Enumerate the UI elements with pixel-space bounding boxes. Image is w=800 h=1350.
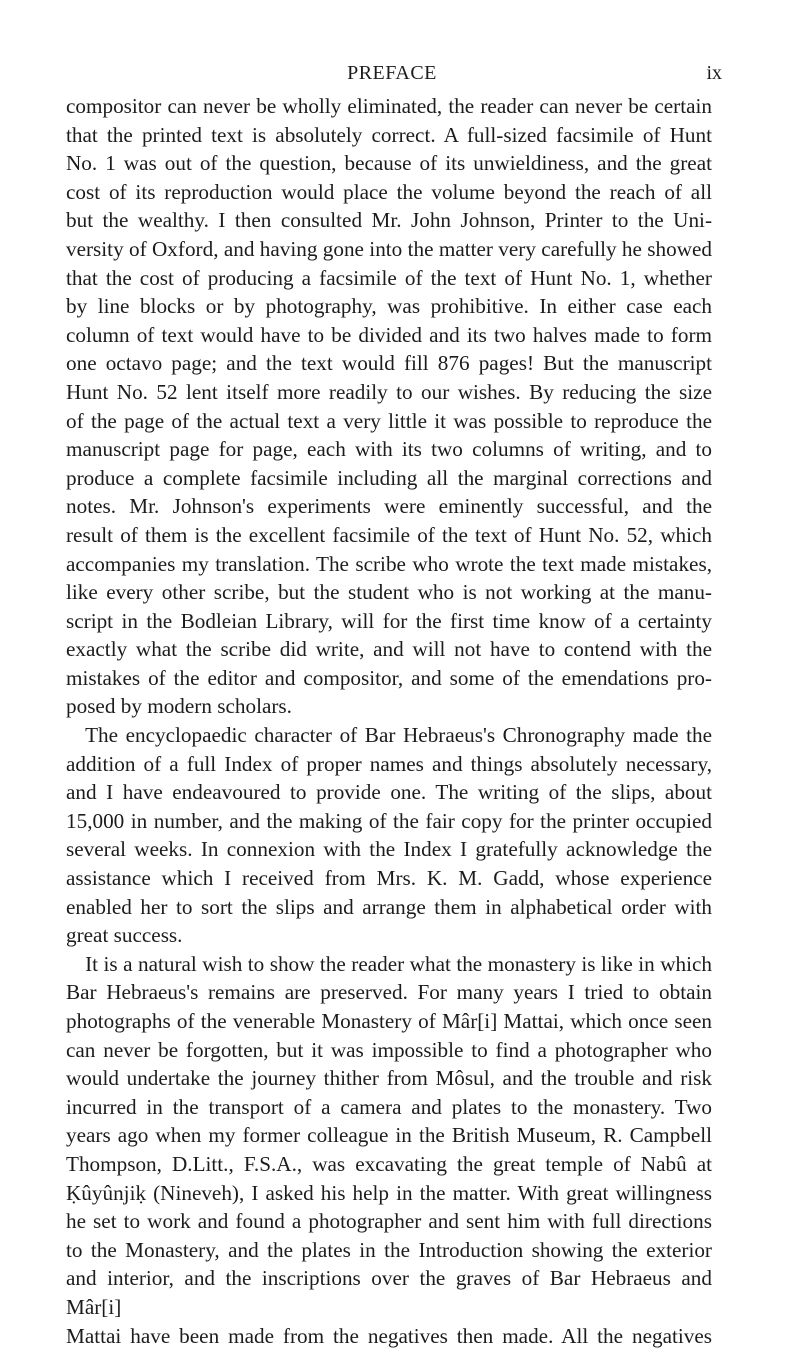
text-line: Bar Hebraeus's remains are preserved. For many years I tried to obtain: [66, 980, 712, 1005]
text-line: can never be forgotten, but it was impossible to find a photographer who: [66, 1037, 712, 1062]
text-line: like every other scribe, but the student who is not working at the manu-: [66, 580, 712, 605]
text-line: addition of a full Index of proper names and things absolutely necessary,: [66, 751, 712, 776]
running-title: PREFACE: [347, 62, 437, 84]
text-line: photographs of the venerable Monastery of Mâr[i] Mattai, which once seen: [66, 1009, 712, 1033]
text-line: cost of its reproduction would place the volume beyond the reach of all: [66, 179, 712, 204]
text-line: produce a complete facsimile including all the marginal corrections and: [66, 465, 712, 490]
text-line: and interior, and the inscriptions over the graves of Bar Hebraeus and Mâr[i]: [66, 1266, 712, 1319]
text-line: result of them is the excellent facsimile of the text of Hunt No. 52, which: [66, 522, 712, 547]
text-line: No. 1 was out of the question, because of its unwieldiness, and the great: [66, 151, 712, 176]
text-line: to the Monastery, and the plates in the Introduction showing the exterior: [66, 1237, 712, 1262]
text-line: versity of Oxford, and having gone into the matter very carefully he showed: [66, 236, 712, 261]
text-line: It is a natural wish to show the reader what the monastery is like in which: [85, 951, 712, 976]
text-line: Hunt No. 52 lent itself more readily to our wishes. By reducing the size: [66, 379, 712, 404]
text-line: great success.: [66, 923, 183, 948]
text-line: one octavo page; and the text would fill 876 pages! But the manuscript: [66, 351, 712, 376]
text-line: years ago when my former colleague in the British Museum, R. Campbell: [66, 1123, 712, 1148]
text-line: Mattai have been made from the negatives then made. All the negatives: [66, 1323, 712, 1348]
text-line: Ḳûyûnjiḳ (Nineveh), I asked his help in the matter. With great willingness: [66, 1180, 712, 1205]
text-line: and I have endeavoured to provide one. The writing of the slips, about: [66, 780, 712, 805]
text-line: incurred in the transport of a camera and plates to the monastery. Two: [66, 1094, 712, 1119]
text-line: assistance which I received from Mrs. K. M. Gadd, whose experience: [66, 866, 712, 891]
text-line: script in the Bodleian Library, will for the first time know of a certainty: [66, 608, 712, 633]
text-line: 15,000 in number, and the making of the fair copy for the printer occupied: [66, 808, 712, 833]
text-line: would undertake the journey thither from Môsul, and the trouble and risk: [66, 1066, 712, 1091]
text-line: column of text would have to be divided and its two halves made to form: [66, 322, 712, 347]
page-number: ix: [706, 62, 722, 84]
text-line: compositor can never be wholly eliminated, the reader can never be certain: [66, 94, 712, 118]
text-line: that the printed text is absolutely correct. A full-sized facsimile of Hunt: [66, 122, 712, 147]
text-line: several weeks. In connexion with the Index I gratefully acknowledge the: [66, 837, 712, 862]
text-line: manuscript page for page, each with its two columns of writing, and to: [66, 437, 712, 462]
text-line: mistakes of the editor and compositor, and some of the emendations pro-: [66, 665, 712, 690]
body-text: [66, 92, 712, 1350]
running-head: [62, 62, 722, 88]
text-line: that the cost of producing a facsimile of the text of Hunt No. 1, whether: [66, 265, 712, 290]
text-line: of the page of the actual text a very little it was possible to reproduce the: [66, 408, 712, 433]
text-line: The encyclopaedic character of Bar Hebraeus's Chronography made the: [85, 723, 712, 748]
text-line: but the wealthy. I then consulted Mr. John Johnson, Printer to the Uni-: [66, 208, 712, 233]
text-line: notes. Mr. Johnson's experiments were eminently successful, and the: [66, 494, 712, 519]
text-line: exactly what the scribe did write, and will not have to contend with the: [66, 637, 712, 662]
text-line: enabled her to sort the slips and arrange them in alphabetical order with: [66, 894, 712, 919]
text-line: Thompson, D.Litt., F.S.A., was excavating the great temple of Nabû at: [66, 1151, 712, 1176]
text-line: by line blocks or by photography, was prohibitive. In either case each: [66, 294, 712, 319]
text-line: posed by modern scholars.: [66, 694, 292, 719]
text-line: he set to work and found a photographer and sent him with full directions: [66, 1209, 712, 1234]
text-line: accompanies my translation. The scribe who wrote the text made mistakes,: [66, 551, 712, 576]
